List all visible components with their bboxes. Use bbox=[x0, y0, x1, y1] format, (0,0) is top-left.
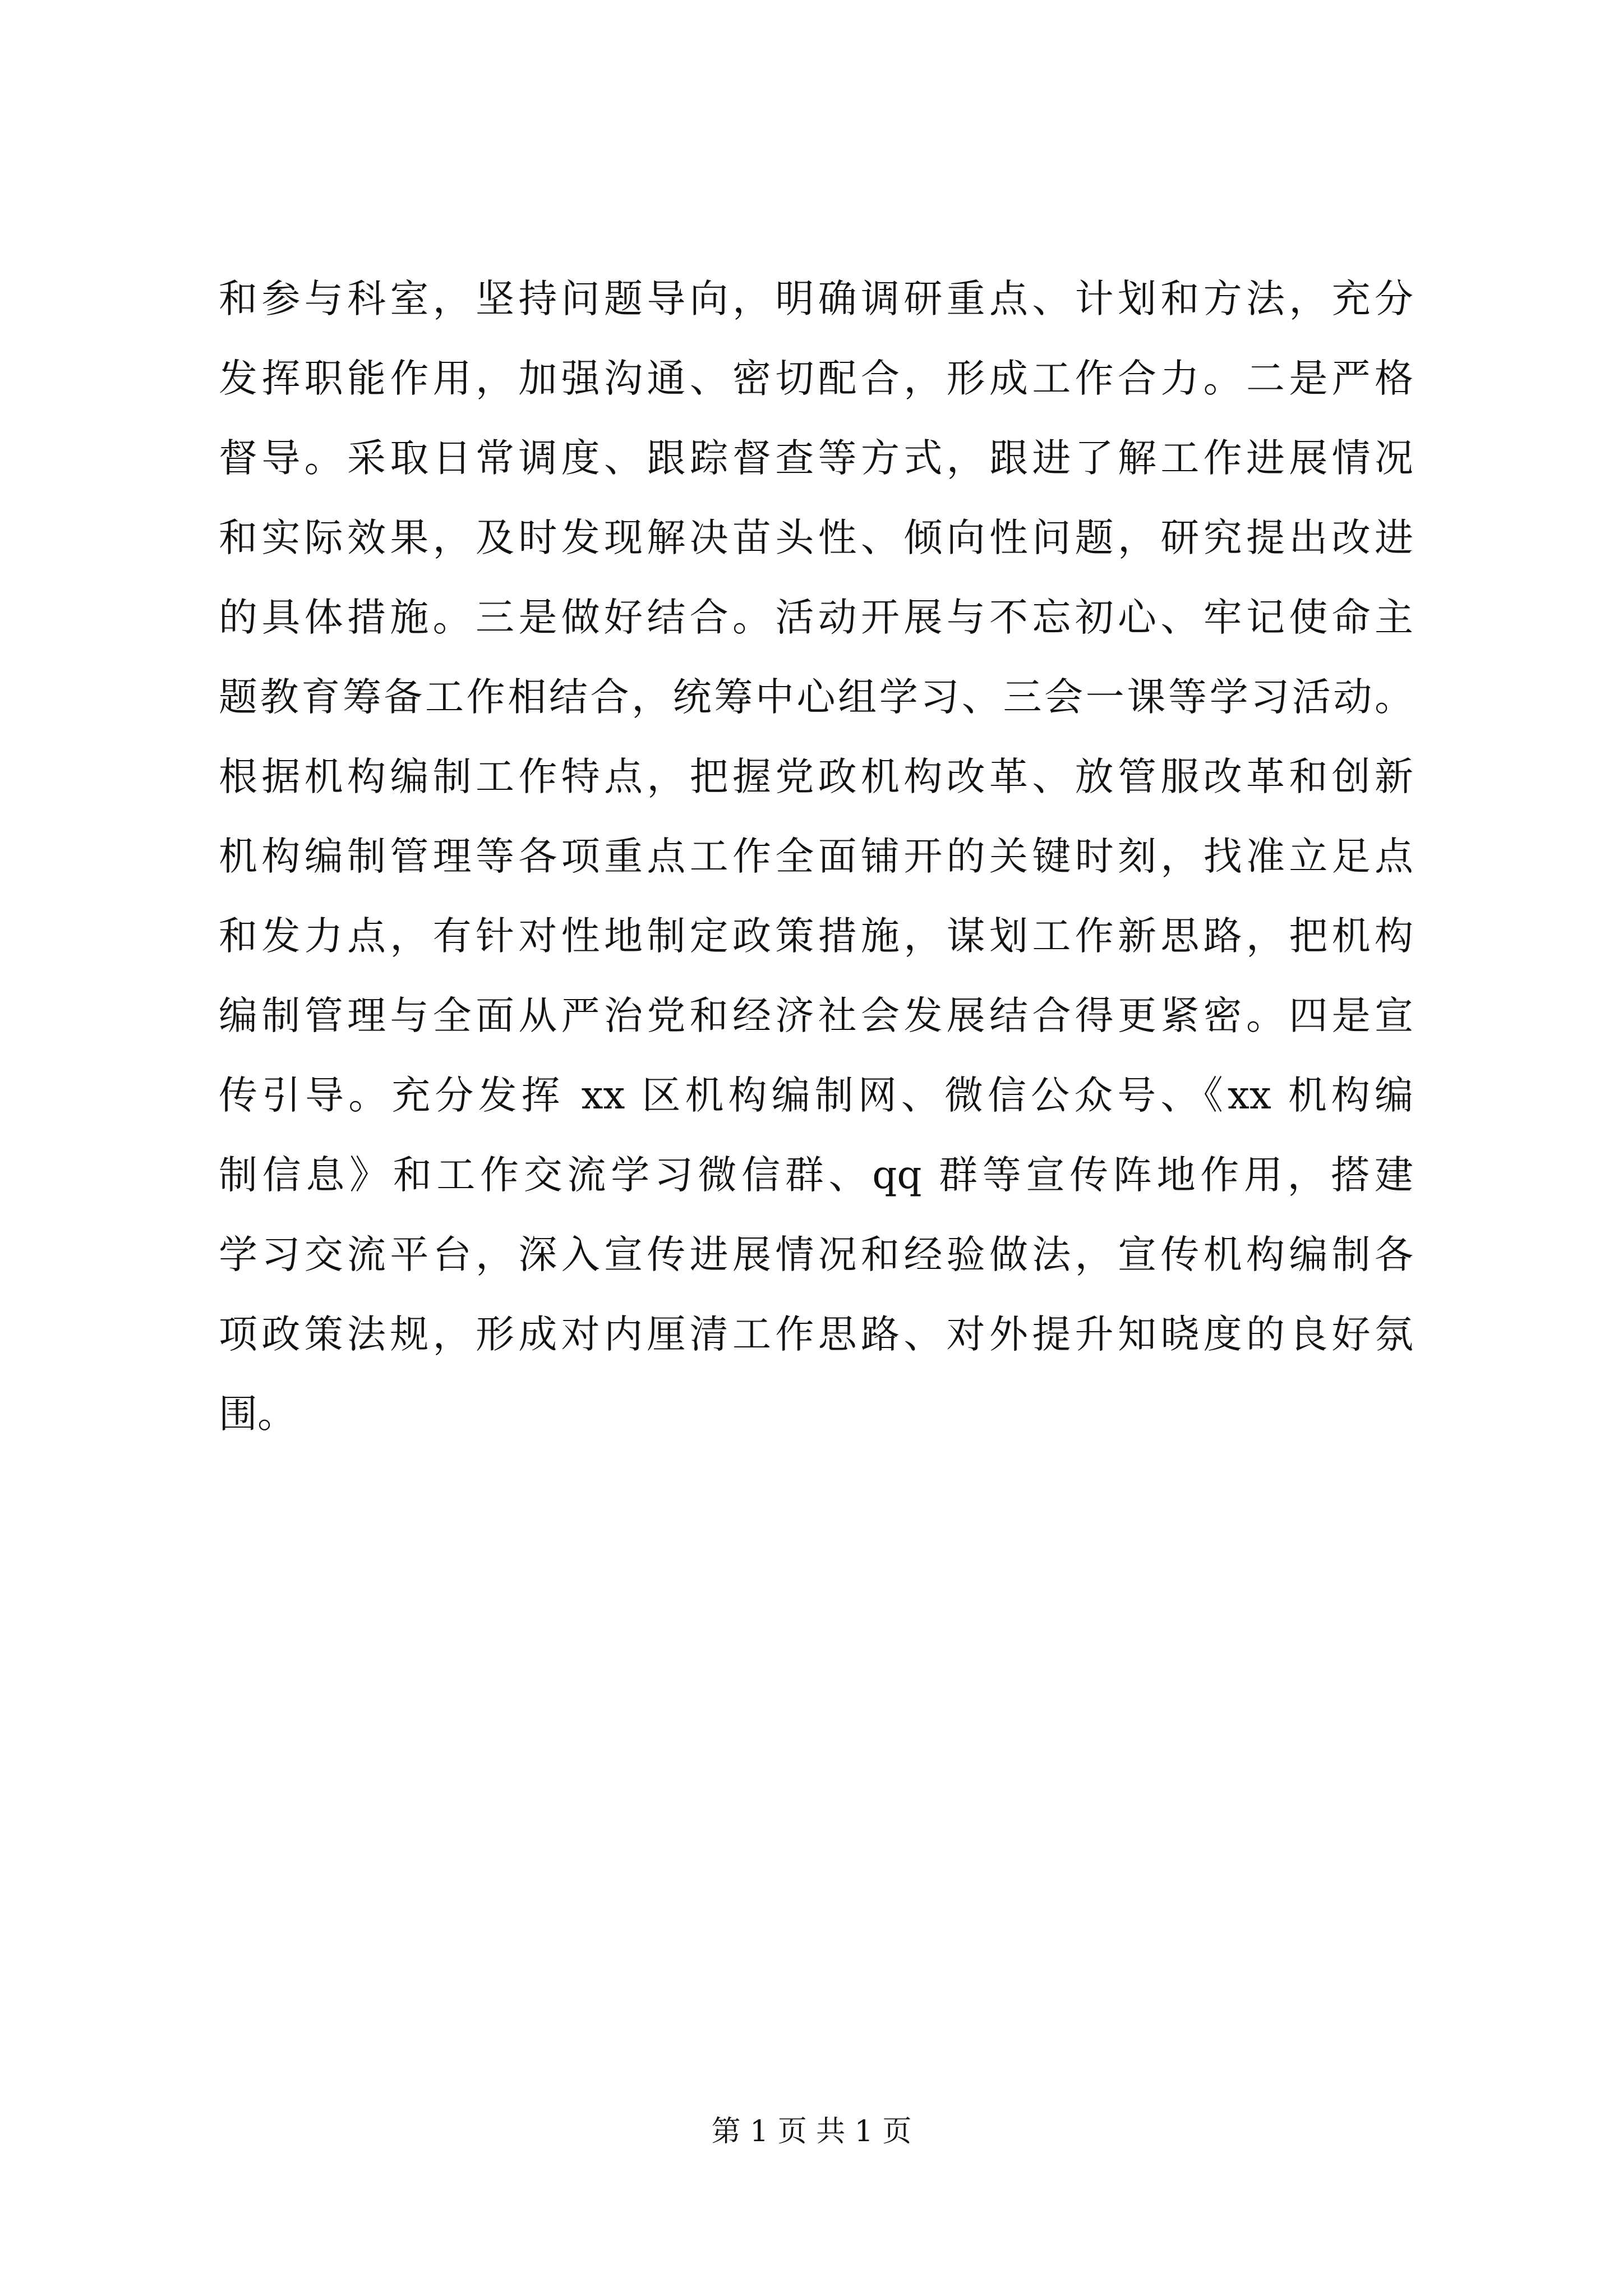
body-paragraph bbox=[219, 259, 1413, 1454]
text-line: 和发力点，有针对性地制定政策措施，谋划工作新思路，把机构 bbox=[219, 914, 1413, 959]
text-line: 的具体措施。三是做好结合。活动开展与不忘初心、牢记使命主 bbox=[219, 595, 1413, 640]
text-line: 机构编制管理等各项重点工作全面铺开的关键时刻，找准立足点 bbox=[219, 834, 1413, 879]
text-line: 编制管理与全面从严治党和经济社会发展结合得更紧密。四是宣 bbox=[219, 993, 1413, 1038]
text-line: 项政策法规，形成对内厘清工作思路、对外提升知晓度的良好氛 bbox=[219, 1312, 1413, 1357]
text-line: 制信息》和工作交流学习微信群、qq 群等宣传阵地作用，搭建 bbox=[219, 1153, 1413, 1198]
text-line: 和实际效果，及时发现解决苗头性、倾向性问题，研究提出改进 bbox=[219, 516, 1413, 560]
text-line: 围。 bbox=[219, 1392, 296, 1437]
text-line: 题教育筹备工作相结合，统筹中心组学习、三会一课等学习活动。 bbox=[219, 675, 1413, 720]
page-number-footer: 第 1 页 共 1 页 bbox=[711, 2115, 912, 2148]
text-line: 传引导。充分发挥 xx 区机构编制网、微信公众号、《xx 机构编 bbox=[219, 1073, 1413, 1118]
text-line: 和参与科室，坚持问题导向，明确调研重点、计划和方法，充分 bbox=[219, 277, 1413, 321]
text-line: 学习交流平台，深入宣传进展情况和经验做法，宣传机构编制各 bbox=[219, 1232, 1413, 1277]
text-line: 发挥职能作用，加强沟通、密切配合，形成工作合力。二是严格 bbox=[219, 356, 1413, 401]
text-line: 根据机构编制工作特点，把握党政机构改革、放管服改革和创新 bbox=[219, 754, 1413, 799]
text-line: 督导。采取日常调度、跟踪督查等方式，跟进了解工作进展情况 bbox=[219, 436, 1413, 481]
